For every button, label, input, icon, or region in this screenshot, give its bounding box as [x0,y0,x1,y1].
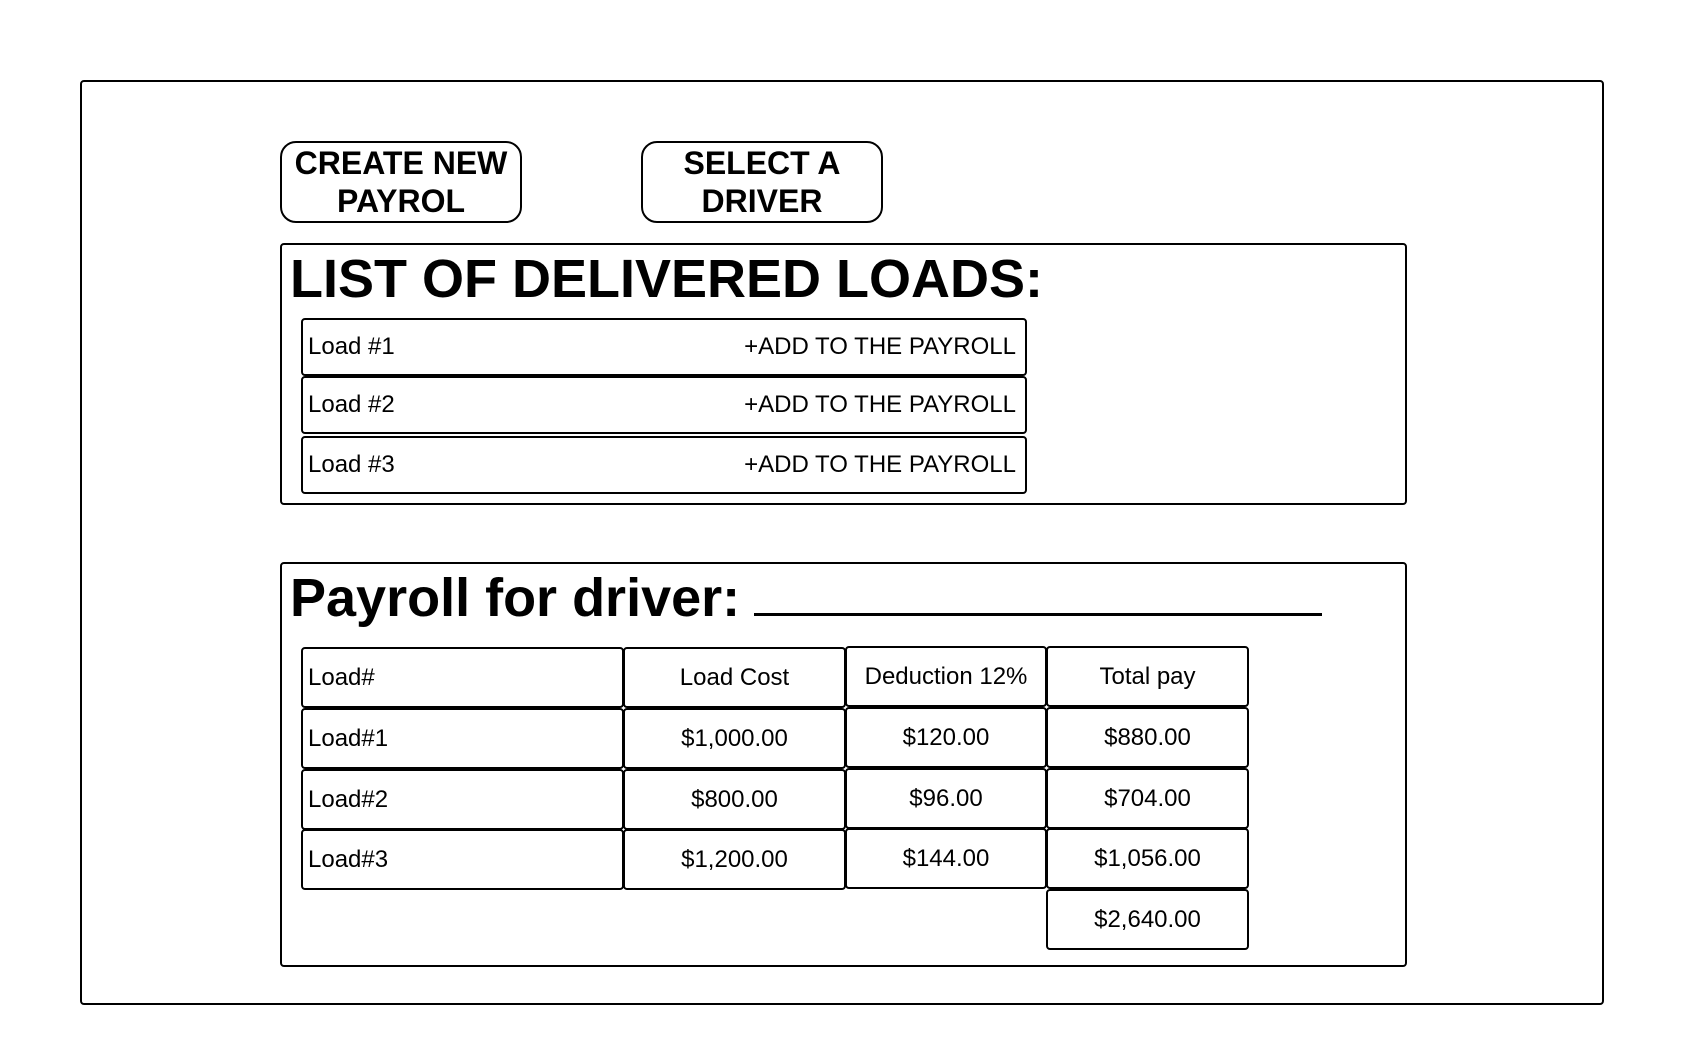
load-row [301,376,1027,434]
header-deduction: Deduction 12% [845,646,1047,707]
payroll-title [290,568,1322,628]
table-cell-total: $1,056.00 [1046,828,1249,889]
table-cell-load: Load#2 [301,769,624,830]
table-cell-cost: $1,200.00 [623,829,846,890]
table-cell-cost: $1,000.00 [623,708,846,769]
load-label: Load #2 [308,391,395,418]
create-new-payroll-label: CREATE NEW PAYROL [294,145,508,219]
header-load-cost: Load Cost [623,647,846,708]
header-total-pay: Total pay [1046,646,1249,707]
load-label: Load #1 [308,333,395,360]
table-cell-load: Load#1 [301,708,624,769]
table-cell-total: $704.00 [1046,768,1249,829]
payroll-panel [280,562,1407,967]
load-row [301,436,1027,494]
delivered-loads-title: LIST OF DELIVERED LOADS: [290,249,1044,309]
add-to-payroll-link[interactable]: +ADD TO THE PAYROLL [744,333,1016,360]
grand-total-cell: $2,640.00 [1046,889,1249,950]
select-driver-label: SELECT A DRIVER [683,145,841,219]
select-driver-button[interactable] [641,141,883,223]
table-cell-load: Load#3 [301,829,624,890]
load-row [301,318,1027,376]
add-to-payroll-link[interactable]: +ADD TO THE PAYROLL [744,391,1016,418]
create-new-payroll-button[interactable] [280,141,522,223]
table-cell-deduction: $144.00 [845,828,1047,889]
header-load-number: Load# [301,647,624,708]
add-to-payroll-link[interactable]: +ADD TO THE PAYROLL [744,451,1016,478]
delivered-loads-panel [280,243,1407,505]
table-cell-total: $880.00 [1046,707,1249,768]
table-cell-cost: $800.00 [623,769,846,830]
table-cell-deduction: $120.00 [845,707,1047,768]
table-cell-deduction: $96.00 [845,768,1047,829]
load-label: Load #3 [308,451,395,478]
driver-name-blank [754,569,1322,616]
payroll-title-text: Payroll for driver: [290,568,741,628]
